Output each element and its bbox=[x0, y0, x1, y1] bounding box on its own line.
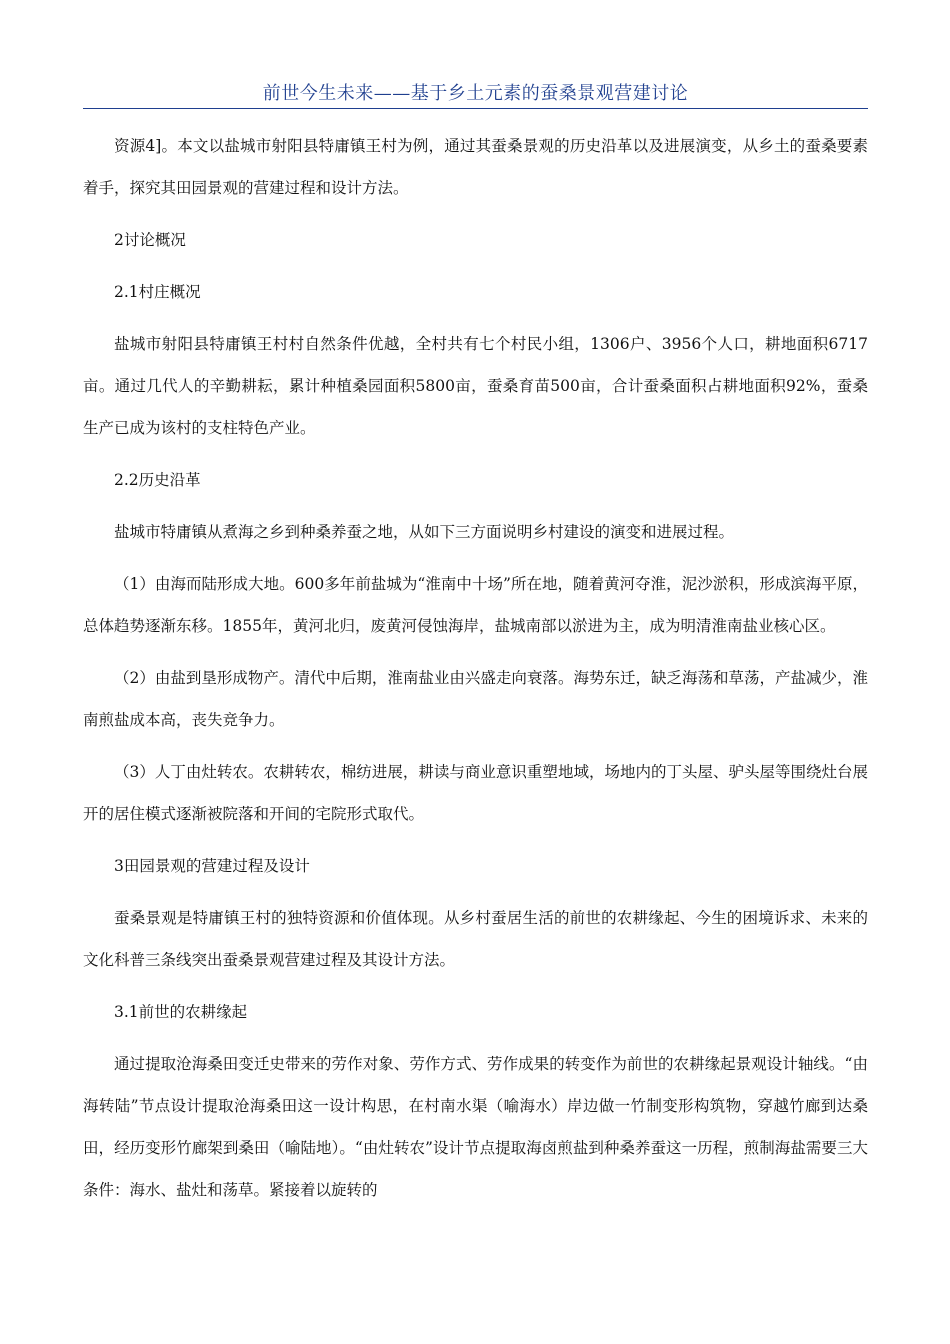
header-title: 前世今生未来——基于乡土元素的蚕桑景观营建讨论 bbox=[262, 83, 689, 104]
paragraph-intro: 资源4]。本文以盐城市射阳县特庸镇王村为例，通过其蚕桑景观的历史沿革以及进展演变，从乡土的蚕桑要素着手，探究其田园景观的营建过程和设计方法。 bbox=[83, 137, 868, 197]
page-header bbox=[83, 82, 868, 109]
paragraph-farming-origin: 通过提取沧海桑田变迁史带来的劳作对象、劳作方式、劳作成果的转变作为前世的农耕缘起景观设计轴线。“由海转陆”节点设计提取沧海桑田这一设计构思，在村南水渠（喻海水）岸边做一竹制变形构筑物，穿越竹廊到达桑田，经历变形竹廊架到桑田（喻陆地）。“由灶转农”设计节点提取海卤煎盐到种桑养蚕这一历程，煎制海盐需要三大条件：海水、盐灶和荡草。紧接着以旋转的 bbox=[83, 1055, 868, 1199]
section-heading-3: 3田园景观的营建过程及设计 bbox=[114, 857, 310, 875]
section-heading-2: 2讨论概况 bbox=[114, 231, 186, 249]
paragraph-history-1: （1）由海而陆形成大地。600多年前盐城为“淮南中十场”所在地，随着黄河夺淮，泥沙淤积，形成滨海平原，总体趋势逐渐东移。1855年，黄河北归，废黄河侵蚀海岸，盐城南部以淤进为主，成为明清淮南盐业核心区。 bbox=[83, 575, 868, 635]
paragraph-history-intro: 盐城市特庸镇从煮海之乡到种桑养蚕之地，从如下三方面说明乡村建设的演变和进展过程。 bbox=[114, 523, 735, 541]
document-body bbox=[83, 125, 868, 1211]
paragraph-village-overview: 盐城市射阳县特庸镇王村村自然条件优越，全村共有七个村民小组，1306户、3956个人口，耕地面积6717亩。通过几代人的辛勤耕耘，累计种植桑园面积5800亩，蚕桑育苗500亩，合计蚕桑面积占耕地面积92%，蚕桑生产已成为该村的支柱特色产业。 bbox=[83, 335, 868, 437]
paragraph-landscape-intro: 蚕桑景观是特庸镇王村的独特资源和价值体现。从乡村蚕居生活的前世的农耕缘起、今生的困境诉求、未来的文化科普三条线突出蚕桑景观营建过程及其设计方法。 bbox=[83, 909, 868, 969]
subsection-heading-2-1: 2.1村庄概况 bbox=[114, 283, 201, 301]
paragraph-history-3: （3）人丁由灶转农。农耕转农，棉纺进展，耕读与商业意识重塑地域，场地内的丁头屋、驴头屋等围绕灶台展开的居住模式逐渐被院落和开间的宅院形式取代。 bbox=[83, 763, 868, 823]
paragraph-history-2: （2）由盐到垦形成物产。清代中后期，淮南盐业由兴盛走向衰落。海势东迁，缺乏海荡和草荡，产盐减少，淮南煎盐成本高，丧失竞争力。 bbox=[83, 669, 868, 729]
subsection-heading-3-1: 3.1前世的农耕缘起 bbox=[114, 1003, 248, 1021]
subsection-heading-2-2: 2.2历史沿革 bbox=[114, 471, 201, 489]
